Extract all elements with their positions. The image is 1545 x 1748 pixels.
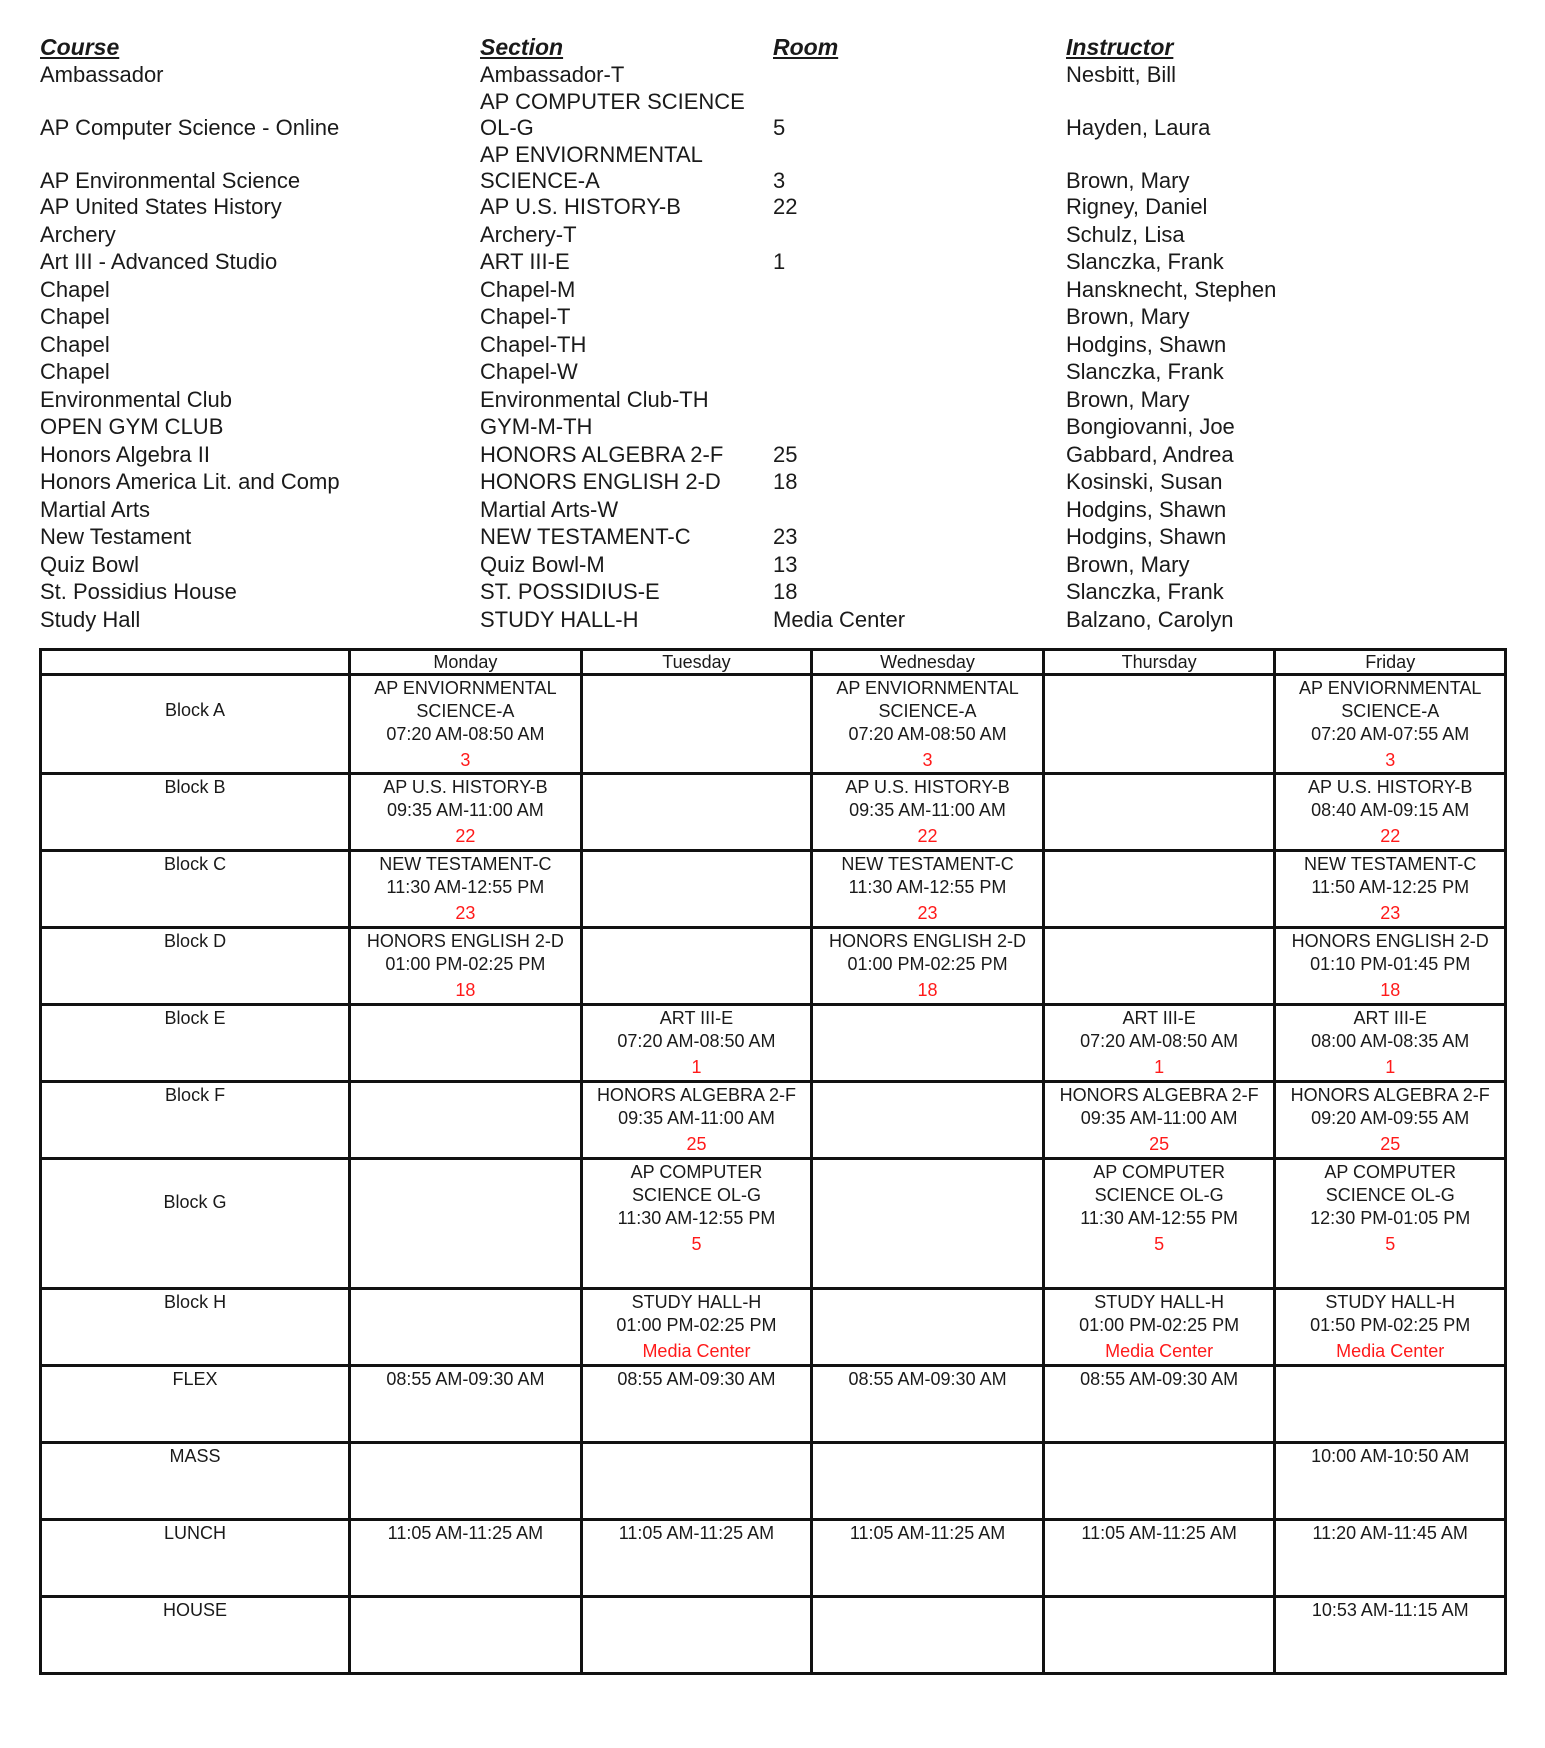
- roster-row: [40, 607, 1520, 635]
- class-name: AP U.S. HISTORY-B: [845, 777, 1010, 797]
- instructor-name: Brown, Mary: [1066, 386, 1190, 412]
- instructor-name: Rigney, Daniel: [1066, 194, 1208, 219]
- section-line: ART III-E: [480, 249, 570, 274]
- class-cell: [1275, 851, 1506, 928]
- class-cell: [350, 928, 582, 1005]
- room-number: 18: [773, 579, 798, 604]
- class-cell: [1275, 774, 1506, 851]
- block-label: Block H: [41, 1289, 350, 1366]
- instructor-name: Hayden, Laura: [1066, 115, 1211, 140]
- class-name: AP ENVIORNMENTAL: [836, 678, 1019, 698]
- class-room: 23: [917, 903, 938, 923]
- class-room: 3: [922, 750, 933, 770]
- empty-cell: [812, 1005, 1044, 1082]
- period-time: 11:05 AM-11:25 AM: [618, 1523, 775, 1543]
- course-name: New Testament: [40, 524, 192, 549]
- class-cell: [581, 1005, 812, 1082]
- class-cell: [1275, 1159, 1506, 1289]
- empty-cell: [581, 1597, 812, 1674]
- class-time: 07:20 AM-08:50 AM: [1080, 1031, 1239, 1051]
- roster-row: [40, 194, 1520, 222]
- section-name: [480, 222, 577, 248]
- section-line: Chapel-T: [480, 304, 571, 329]
- block-label: FLEX: [41, 1366, 350, 1443]
- schedule-header-row: [41, 650, 1506, 675]
- class-name: STUDY HALL-H: [1094, 1292, 1224, 1312]
- class-cell: [350, 851, 582, 928]
- course-name: Chapel: [40, 331, 110, 357]
- course-name: Chapel: [40, 276, 110, 302]
- schedule-row: [41, 1082, 1506, 1159]
- room-number: 23: [773, 524, 798, 549]
- roster-header: [40, 34, 1520, 62]
- instructor-name: Hodgins, Shawn: [1066, 524, 1227, 549]
- class-time: 01:00 PM-02:25 PM: [847, 954, 1008, 974]
- section-name: [480, 359, 578, 385]
- block-label: Block E: [41, 1005, 350, 1082]
- class-time: 07:20 AM-08:50 AM: [386, 724, 545, 744]
- empty-cell: [350, 1443, 582, 1520]
- schedule-row: [41, 1159, 1506, 1289]
- class-name: SCIENCE-A: [878, 701, 977, 721]
- instructor-name: Slanczka, Frank: [1066, 359, 1224, 384]
- section-line: OL-G: [480, 115, 534, 140]
- class-time: 01:00 PM-02:25 PM: [1079, 1315, 1240, 1335]
- class-cell: [1043, 1289, 1275, 1366]
- class-cell: [812, 928, 1044, 1005]
- class-room: 5: [691, 1234, 702, 1254]
- class-name: SCIENCE-A: [1341, 701, 1440, 721]
- empty-cell: [812, 1443, 1044, 1520]
- roster-row: [40, 222, 1520, 250]
- class-name: AP ENVIORNMENTAL: [1299, 678, 1482, 698]
- block-label: Block B: [41, 774, 350, 851]
- period-time: 10:00 AM-10:50 AM: [1311, 1446, 1470, 1466]
- course-name: Ambassador: [40, 61, 164, 87]
- section-name: [480, 469, 721, 495]
- section-line: Chapel-TH: [480, 331, 587, 357]
- class-time: 09:35 AM-11:00 AM: [1080, 1108, 1238, 1128]
- empty-cell: [581, 675, 812, 774]
- period-time-cell: [1275, 1520, 1506, 1597]
- section-name: [480, 442, 723, 468]
- class-time: 11:30 AM-12:55 PM: [386, 877, 545, 897]
- class-name: AP COMPUTER: [1324, 1162, 1457, 1182]
- room-number: 1: [773, 249, 786, 274]
- class-room: 25: [1149, 1134, 1170, 1154]
- room-number: Media Center: [773, 606, 906, 632]
- class-room: 3: [460, 750, 471, 770]
- section-line: Environmental Club-TH: [480, 386, 709, 412]
- roster-row: [40, 332, 1520, 360]
- section-line: STUDY HALL-H: [480, 606, 639, 632]
- class-cell: [1043, 1005, 1275, 1082]
- course-name: Honors America Lit. and Comp: [40, 469, 340, 494]
- class-room: 22: [455, 826, 476, 846]
- section-name: [480, 332, 586, 358]
- corner-cell: [41, 650, 350, 675]
- class-room: 18: [917, 980, 938, 1000]
- period-time: 11:20 AM-11:45 AM: [1312, 1523, 1468, 1543]
- class-room: 18: [455, 980, 476, 1000]
- header-instructor: Instructor: [1066, 34, 1174, 60]
- class-name: AP U.S. HISTORY-B: [1308, 777, 1473, 797]
- class-room: 5: [1154, 1234, 1165, 1254]
- class-time: 07:20 AM-08:50 AM: [848, 724, 1007, 744]
- period-time-cell: [1275, 1443, 1506, 1520]
- roster-row: [40, 442, 1520, 470]
- class-name: HONORS ENGLISH 2-D: [829, 931, 1027, 951]
- period-time-cell: [581, 1366, 812, 1443]
- class-name: ART III-E: [1353, 1008, 1427, 1028]
- roster-row: [40, 414, 1520, 442]
- day-header: Thursday: [1043, 650, 1275, 675]
- class-cell: [1043, 1159, 1275, 1289]
- block-label: Block D: [41, 928, 350, 1005]
- block-label: Block C: [41, 851, 350, 928]
- schedule-row: [41, 1289, 1506, 1366]
- course-name: Archery: [40, 221, 116, 247]
- section-line: Quiz Bowl-M: [480, 551, 605, 577]
- empty-cell: [350, 1005, 582, 1082]
- class-time: 01:00 PM-02:25 PM: [385, 954, 546, 974]
- empty-cell: [1043, 1443, 1275, 1520]
- class-time: 11:50 AM-12:25 PM: [1311, 877, 1470, 897]
- class-cell: [581, 1159, 812, 1289]
- class-cell: [812, 675, 1044, 774]
- header-room: Room: [773, 34, 839, 60]
- empty-cell: [812, 1289, 1044, 1366]
- period-time: 08:55 AM-09:30 AM: [848, 1369, 1007, 1389]
- empty-cell: [350, 1597, 582, 1674]
- class-time: 01:50 PM-02:25 PM: [1310, 1315, 1471, 1335]
- instructor-name: Gabbard, Andrea: [1066, 441, 1234, 467]
- empty-cell: [350, 1289, 582, 1366]
- class-name: NEW TESTAMENT-C: [379, 854, 552, 874]
- block-label: Block F: [41, 1082, 350, 1159]
- section-name: [480, 89, 745, 141]
- empty-cell: [350, 1082, 582, 1159]
- section-line: Chapel-W: [480, 359, 578, 384]
- class-name: NEW TESTAMENT-C: [1304, 854, 1477, 874]
- section-line: ST. POSSIDIUS-E: [480, 579, 660, 604]
- class-time: 08:00 AM-08:35 AM: [1311, 1031, 1470, 1051]
- class-time: 09:35 AM-11:00 AM: [387, 800, 544, 820]
- course-name: Chapel: [40, 359, 110, 384]
- instructor-name: Brown, Mary: [1066, 167, 1190, 193]
- section-name: [480, 142, 703, 194]
- roster-row: [40, 579, 1520, 607]
- class-cell: [812, 774, 1044, 851]
- class-name: NEW TESTAMENT-C: [841, 854, 1014, 874]
- roster-row: [40, 552, 1520, 580]
- class-name: AP COMPUTER: [630, 1162, 763, 1182]
- room-number: 3: [773, 167, 786, 193]
- class-time: 01:10 PM-01:45 PM: [1310, 954, 1471, 974]
- class-name: SCIENCE-A: [416, 701, 515, 721]
- class-room: 23: [1380, 903, 1401, 923]
- day-header: Monday: [350, 650, 582, 675]
- class-cell: [812, 851, 1044, 928]
- period-time-cell: [1043, 1366, 1275, 1443]
- class-room: 23: [455, 903, 476, 923]
- class-cell: [1275, 1289, 1506, 1366]
- section-line: AP COMPUTER SCIENCE: [480, 89, 745, 114]
- schedule-row: [41, 1597, 1506, 1674]
- section-line: AP ENVIORNMENTAL: [480, 141, 703, 167]
- class-room: 1: [1154, 1057, 1165, 1077]
- class-name: STUDY HALL-H: [631, 1292, 762, 1312]
- class-name: HONORS ALGEBRA 2-F: [1059, 1085, 1259, 1105]
- course-name: Martial Arts: [40, 496, 151, 522]
- period-time-cell: [1275, 1597, 1506, 1674]
- period-time: 11:05 AM-11:25 AM: [387, 1523, 544, 1543]
- class-name: ART III-E: [659, 1008, 734, 1028]
- schedule-row: [41, 1005, 1506, 1082]
- empty-cell: [581, 1443, 812, 1520]
- class-cell: [1275, 1005, 1506, 1082]
- class-name: AP U.S. HISTORY-B: [383, 777, 548, 797]
- empty-cell: [1043, 851, 1275, 928]
- period-time: 08:55 AM-09:30 AM: [617, 1369, 776, 1389]
- period-time-cell: [812, 1366, 1044, 1443]
- section-name: [480, 579, 660, 605]
- day-header: Tuesday: [581, 650, 812, 675]
- course-name: Quiz Bowl: [40, 551, 140, 577]
- class-name: SCIENCE OL-G: [1094, 1185, 1224, 1205]
- class-cell: [1275, 675, 1506, 774]
- block-label: HOUSE: [41, 1597, 350, 1674]
- period-time-cell: [350, 1520, 582, 1597]
- course-name: AP United States History: [40, 194, 282, 219]
- class-room: 25: [686, 1134, 707, 1154]
- course-name: OPEN GYM CLUB: [40, 414, 224, 439]
- course-name: St. Possidius House: [40, 579, 237, 604]
- section-line: AP U.S. HISTORY-B: [480, 194, 681, 219]
- schedule-row: [41, 774, 1506, 851]
- class-room: 3: [1385, 750, 1396, 770]
- class-room: Media Center: [1336, 1341, 1445, 1361]
- day-header: Wednesday: [812, 650, 1044, 675]
- class-name: SCIENCE OL-G: [631, 1185, 761, 1205]
- instructor-name: Nesbitt, Bill: [1066, 61, 1177, 87]
- empty-cell: [1043, 928, 1275, 1005]
- class-room: 22: [1380, 826, 1401, 846]
- section-line: HONORS ENGLISH 2-D: [480, 469, 721, 494]
- empty-cell: [581, 774, 812, 851]
- roster-row: [40, 62, 1520, 90]
- class-cell: [350, 774, 582, 851]
- instructor-name: Balzano, Carolyn: [1066, 606, 1234, 632]
- class-name: HONORS ENGLISH 2-D: [366, 931, 564, 951]
- weekly-schedule-table: [39, 648, 1507, 1675]
- class-room: 5: [1385, 1234, 1396, 1254]
- period-time-cell: [581, 1520, 812, 1597]
- class-room: Media Center: [642, 1341, 751, 1361]
- schedule-body: [41, 675, 1506, 1674]
- class-time: 09:35 AM-11:00 AM: [849, 800, 1006, 820]
- section-line: Chapel-M: [480, 276, 576, 302]
- day-header: Friday: [1275, 650, 1506, 675]
- section-name: [480, 304, 570, 330]
- period-time-cell: [1043, 1520, 1275, 1597]
- course-name: Honors Algebra II: [40, 441, 210, 467]
- class-room: 1: [1385, 1057, 1396, 1077]
- section-name: [480, 387, 709, 413]
- section-name: [480, 497, 618, 523]
- class-cell: [1043, 1082, 1275, 1159]
- section-line: HONORS ALGEBRA 2-F: [480, 441, 724, 467]
- empty-cell: [1275, 1366, 1506, 1443]
- class-room: 1: [691, 1057, 702, 1077]
- roster-row: [40, 524, 1520, 552]
- course-name: Art III - Advanced Studio: [40, 249, 278, 274]
- period-time-cell: [350, 1366, 582, 1443]
- class-room: 22: [917, 826, 938, 846]
- class-name: HONORS ENGLISH 2-D: [1291, 931, 1489, 951]
- class-room: 25: [1380, 1134, 1401, 1154]
- schedule-row: [41, 851, 1506, 928]
- section-line: SCIENCE-A: [480, 167, 600, 193]
- block-label: LUNCH: [41, 1520, 350, 1597]
- roster-row: [40, 359, 1520, 387]
- schedule-row: [41, 1443, 1506, 1520]
- room-number: 18: [773, 469, 798, 494]
- class-name: AP COMPUTER: [1093, 1162, 1225, 1182]
- roster-row: [40, 469, 1520, 497]
- instructor-name: Hodgins, Shawn: [1066, 496, 1227, 522]
- course-roster: [40, 34, 1520, 634]
- empty-cell: [1043, 675, 1275, 774]
- schedule-row: [41, 1520, 1506, 1597]
- section-name: [480, 194, 681, 220]
- roster-row: [40, 497, 1520, 525]
- period-time: 08:55 AM-09:30 AM: [386, 1369, 545, 1389]
- class-time: 11:30 AM-12:55 PM: [1080, 1208, 1238, 1228]
- roster-row: [40, 142, 1520, 195]
- class-cell: [581, 1289, 812, 1366]
- roster-row: [40, 304, 1520, 332]
- empty-cell: [812, 1082, 1044, 1159]
- instructor-name: Schulz, Lisa: [1066, 221, 1185, 247]
- room-number: 22: [773, 194, 798, 219]
- section-name: [480, 524, 691, 550]
- class-time: 08:40 AM-09:15 AM: [1311, 800, 1470, 820]
- header-section: Section: [480, 34, 564, 60]
- course-name: Chapel: [40, 304, 110, 329]
- instructor-name: Brown, Mary: [1066, 304, 1190, 329]
- empty-cell: [581, 928, 812, 1005]
- course-name: Study Hall: [40, 606, 141, 632]
- section-line: Martial Arts-W: [480, 496, 619, 522]
- section-line: NEW TESTAMENT-C: [480, 524, 691, 549]
- class-time: 07:20 AM-08:50 AM: [617, 1031, 776, 1051]
- section-name: [480, 552, 605, 578]
- class-name: ART III-E: [1122, 1008, 1196, 1028]
- section-line: Ambassador-T: [480, 61, 625, 87]
- section-name: [480, 277, 575, 303]
- section-line: GYM-M-TH: [480, 414, 593, 439]
- course-name: AP Computer Science - Online: [40, 115, 340, 140]
- empty-cell: [350, 1159, 582, 1289]
- period-time: 10:53 AM-11:15 AM: [1311, 1600, 1469, 1620]
- class-name: HONORS ALGEBRA 2-F: [1290, 1085, 1490, 1105]
- room-number: 25: [773, 441, 798, 467]
- instructor-name: Hansknecht, Stephen: [1066, 276, 1277, 302]
- instructor-name: Slanczka, Frank: [1066, 249, 1224, 274]
- class-time: 09:35 AM-11:00 AM: [618, 1108, 775, 1128]
- empty-cell: [812, 1159, 1044, 1289]
- course-name: Environmental Club: [40, 386, 232, 412]
- class-time: 12:30 PM-01:05 PM: [1310, 1208, 1471, 1228]
- period-time-cell: [812, 1520, 1044, 1597]
- class-room: 18: [1380, 980, 1401, 1000]
- class-name: STUDY HALL-H: [1325, 1292, 1456, 1312]
- schedule-row: [41, 675, 1506, 774]
- room-number: 5: [773, 115, 786, 140]
- class-name: SCIENCE OL-G: [1325, 1185, 1455, 1205]
- class-name: HONORS ALGEBRA 2-F: [596, 1085, 796, 1105]
- class-cell: [581, 1082, 812, 1159]
- section-line: Archery-T: [480, 221, 577, 247]
- instructor-name: Slanczka, Frank: [1066, 579, 1224, 604]
- period-time: 11:05 AM-11:25 AM: [849, 1523, 1006, 1543]
- empty-cell: [581, 851, 812, 928]
- empty-cell: [1043, 774, 1275, 851]
- class-time: 07:20 AM-07:55 AM: [1311, 724, 1470, 744]
- class-cell: [1275, 1082, 1506, 1159]
- class-time: 01:00 PM-02:25 PM: [616, 1315, 777, 1335]
- class-time: 11:30 AM-12:55 PM: [617, 1208, 776, 1228]
- schedule-row: [41, 928, 1506, 1005]
- class-time: 11:30 AM-12:55 PM: [848, 877, 1007, 897]
- course-name: AP Environmental Science: [40, 167, 301, 193]
- instructor-name: Bongiovanni, Joe: [1066, 414, 1235, 439]
- section-name: [480, 62, 624, 88]
- roster-row: [40, 89, 1520, 142]
- roster-row: [40, 249, 1520, 277]
- class-cell: [350, 675, 582, 774]
- roster-body: [40, 62, 1520, 635]
- class-room: Media Center: [1105, 1341, 1214, 1361]
- roster-row: [40, 277, 1520, 305]
- empty-cell: [812, 1597, 1044, 1674]
- section-name: [480, 414, 592, 440]
- period-time: 11:05 AM-11:25 AM: [1081, 1523, 1237, 1543]
- class-cell: [1275, 928, 1506, 1005]
- instructor-name: Kosinski, Susan: [1066, 469, 1223, 494]
- instructor-name: Hodgins, Shawn: [1066, 331, 1227, 357]
- block-label: Block G: [41, 1159, 350, 1289]
- class-name: AP ENVIORNMENTAL: [374, 678, 557, 698]
- section-name: [480, 607, 639, 633]
- empty-cell: [1043, 1597, 1275, 1674]
- block-label: MASS: [41, 1443, 350, 1520]
- block-label: Block A: [41, 675, 350, 774]
- section-name: [480, 249, 570, 275]
- schedule-row: [41, 1366, 1506, 1443]
- instructor-name: Brown, Mary: [1066, 551, 1190, 577]
- roster-row: [40, 387, 1520, 415]
- room-number: 13: [773, 551, 798, 577]
- class-time: 09:20 AM-09:55 AM: [1311, 1108, 1470, 1128]
- header-course: Course: [40, 34, 120, 60]
- period-time: 08:55 AM-09:30 AM: [1080, 1369, 1239, 1389]
